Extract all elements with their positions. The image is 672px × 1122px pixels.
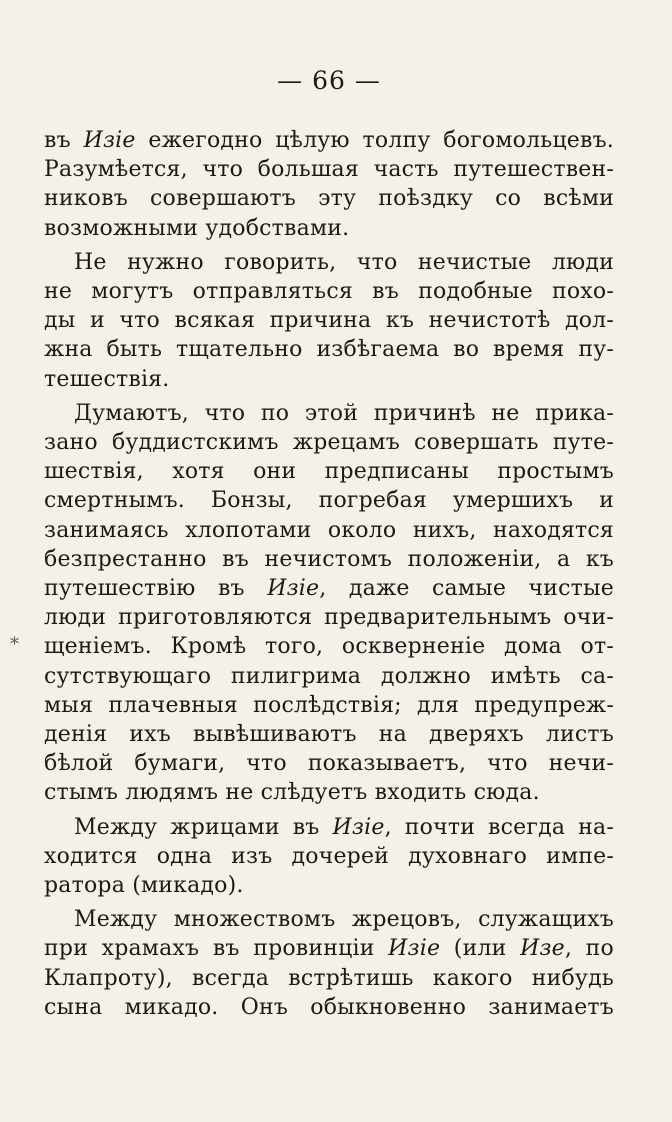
text-line: возможными удобствами. — [44, 215, 350, 241]
text-line: зано буддистскимъ жрецамъ совершать путе- — [44, 430, 614, 456]
text-line: люди приготовляются предварительнымъ очи- — [44, 605, 614, 631]
text-line: сына микадо. Онъ обыкновенно занимаетъ — [44, 994, 614, 1020]
text-line: Между жрицами въ Изіе, почти всегда на- — [74, 814, 614, 840]
page-text — [44, 126, 614, 1022]
text-line: безпрестанно въ нечистомъ положеніи, а къ — [44, 546, 614, 572]
paragraph-4 — [44, 813, 614, 901]
text-line: жна быть тщательно избѣгаема во время пу- — [44, 337, 614, 363]
text-line: Разумѣется, что большая часть путешествен- — [44, 157, 614, 183]
text-line: бѣлой бумаги, что показываетъ, что нечи- — [44, 751, 614, 777]
text-line: ходится одна изъ дочерей духовнаго импе- — [44, 843, 614, 869]
paragraph-1 — [44, 126, 614, 243]
text-line: мыя плачевныя послѣдствія; для предупреж- — [44, 692, 614, 718]
text-line: въ Изіе ежегодно цѣлую толпу богомольцевъ. — [44, 128, 614, 153]
text-line: не могутъ отправляться въ подобные похо- — [44, 279, 614, 305]
text-line: занимаясь хлопотами около нихъ, находятся — [44, 517, 614, 543]
page-number: — 66 — — [277, 66, 381, 95]
text-line: ды и что всякая причина къ нечистотѣ дол- — [44, 308, 614, 334]
text-line: никовъ совершаютъ эту поѣздку со всѣми — [44, 186, 614, 212]
paragraph-3 — [44, 399, 614, 808]
text-line: Не нужно говорить, что нечистые люди — [74, 249, 614, 275]
text-line: ратора (микадо). — [44, 873, 244, 899]
text-line: при храмахъ въ провинціи Изіе (или Изе, по — [44, 936, 614, 962]
text-line: Между множествомъ жрецовъ, служащихъ — [74, 907, 614, 933]
text-line: Думаютъ, что по этой причинѣ не прика- — [74, 400, 614, 426]
text-line: стымъ людямъ не слѣдуетъ входить сюда. — [44, 780, 540, 806]
text-line: шествія, хотя они предписаны простымъ — [44, 459, 614, 485]
text-line: Клапроту), всегда встрѣтишь какого нибудь — [44, 965, 614, 991]
text-line: путешествію въ Изіе, даже самые чистые — [44, 576, 614, 602]
paragraph-5 — [44, 905, 614, 1022]
margin-mark: * — [10, 634, 19, 655]
text-line: смертнымъ. Бонзы, погребая умершихъ и — [44, 488, 614, 514]
paragraph-2 — [44, 248, 614, 394]
text-line: щеніемъ. Кромѣ того, оскверненіе дома от- — [44, 634, 614, 660]
text-line: сутствующаго пилигрима должно имѣть са- — [44, 663, 614, 689]
text-line: тешествія. — [44, 366, 170, 392]
text-line: денія ихъ вывѣшиваютъ на дверяхъ листъ — [44, 722, 614, 748]
